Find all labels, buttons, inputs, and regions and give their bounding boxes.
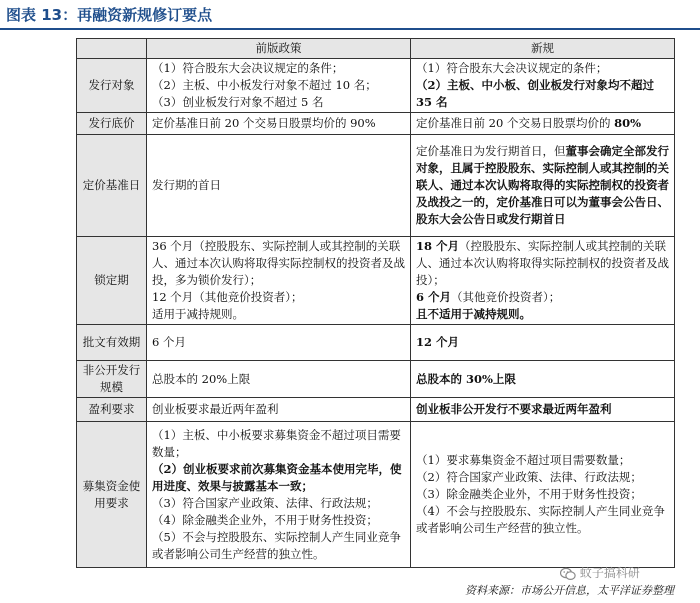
row-label: 锁定期 (77, 237, 147, 325)
table-row (77, 325, 675, 361)
header-old-policy: 前版政策 (147, 39, 411, 59)
cell-line: （3）符合国家产业政策、法律、行政法规； (152, 495, 378, 510)
header-new-rules: 新规 (411, 39, 675, 59)
new-cell: 创业板非公开发行不要求最近两年盈利 (411, 398, 675, 422)
cell-text-bold: 董事会确定全部发行对象，且属于控股股东、实际控制人或其控制的关联人、通过本次认购将取得的实际控制权的投资者及战投之一的，定价基准日可以为董事会公告日、股东大会公告日或发行期首日 (416, 144, 669, 226)
figure-title: 图表 13：再融资新规修订要点 (0, 0, 700, 30)
cell-line: （1）要求募集资金不超过项目需要数量； (416, 453, 631, 467)
new-cell: 总股本的 30%上限 (411, 361, 675, 398)
cell-text: 定价基准日前 20 个交易日股票均价的 (416, 116, 615, 130)
new-cell (411, 422, 675, 568)
old-cell: 创业板要求最近两年盈利 (147, 398, 411, 422)
table-row (77, 422, 675, 568)
cell-line: （1）符合股东大会决议规定的条件； (152, 61, 344, 75)
old-cell (147, 422, 411, 568)
old-cell: 总股本的 20%上限 (147, 361, 411, 398)
source-note: 资料来源：市场公开信息，太平洋证券整理 (465, 584, 674, 597)
wechat-icon (560, 567, 576, 581)
row-label: 发行对象 (77, 59, 147, 113)
header-blank (77, 39, 147, 59)
new-cell (411, 135, 675, 237)
cell-line-bold: 且不适用于减持规则。 (416, 307, 531, 321)
row-label: 定价基准日 (77, 135, 147, 237)
cell-line: （2）主板、中小板发行对象不超过 10 名； (152, 78, 377, 92)
old-cell (147, 237, 411, 325)
table-row (77, 135, 675, 237)
cell-text: （控股股东、实际控制人或其控制的关联人、通过本次认购将取得实际控制权的投资者及战投）； (416, 239, 669, 287)
row-label: 非公开发行规模 (77, 361, 147, 398)
table-header-row (77, 39, 675, 59)
cell-line-bold: （2）主板、中小板、创业板发行对象均不超过 35 名 (416, 78, 654, 109)
table-row (77, 361, 675, 398)
cell-line: （1）主板、中小板要求募集资金不超过项目需要数量； (152, 427, 401, 459)
cell-text: （其他竞价投资者）； (451, 290, 561, 304)
cell-line: （2）符合国家产业政策、法律、行政法规； (416, 470, 642, 484)
watermark-text: 蚊子搞科研 (579, 566, 640, 580)
cell-text-bold: 18 个月 (416, 239, 460, 253)
row-label: 批文有效期 (77, 325, 147, 361)
watermark (560, 564, 640, 581)
new-cell (411, 113, 675, 135)
cell-text: 定价基准日为发行期首日，但 (416, 144, 566, 158)
policy-comparison-table (76, 38, 675, 568)
old-cell: 发行期的首日 (147, 135, 411, 237)
cell-text-bold: 80% (614, 116, 642, 130)
new-cell (411, 59, 675, 113)
old-cell: 定价基准日前 20 个交易日股票均价的 90% (147, 113, 411, 135)
row-label: 募集资金使用要求 (77, 422, 147, 568)
cell-line: （4）除金融类企业外，不用于财务性投资； (152, 512, 378, 527)
table-row (77, 59, 675, 113)
old-cell: 6 个月 (147, 325, 411, 361)
cell-line: 12 个月（其他竞价投资者）； (152, 290, 303, 304)
cell-line: （3）创业板发行对象不超过 5 名 (152, 95, 324, 109)
cell-line: （1）符合股东大会决议规定的条件； (416, 61, 608, 75)
cell-line: 36 个月（控股股东、实际控制人或其控制的关联人、通过本次认购将取得实际控制权的投资者及战投，多为锁价发行）； (152, 239, 405, 287)
old-cell (147, 59, 411, 113)
cell-line: 适用于减持规则。 (152, 307, 244, 321)
cell-text-bold: 6 个月 (416, 290, 452, 304)
new-cell: 12 个月 (411, 325, 675, 361)
row-label: 盈利要求 (77, 398, 147, 422)
cell-line: （4）不会与控股股东、实际控制人产生同业竞争或者影响公司生产经营的独立性。 (416, 504, 665, 535)
row-label: 发行底价 (77, 113, 147, 135)
cell-line: （5）不会与控股股东、实际控制人产生同业竞争或者影响公司生产经营的独立性。 (152, 529, 401, 561)
new-cell (411, 237, 675, 325)
table-row (77, 113, 675, 135)
table-row (77, 237, 675, 325)
cell-line-bold: （2）创业板要求前次募集资金基本使用完毕，使用进度、效果与披露基本一致； (152, 461, 402, 493)
table-row (77, 398, 675, 422)
cell-line: （3）除金融类企业外，不用于财务性投资； (416, 487, 642, 501)
